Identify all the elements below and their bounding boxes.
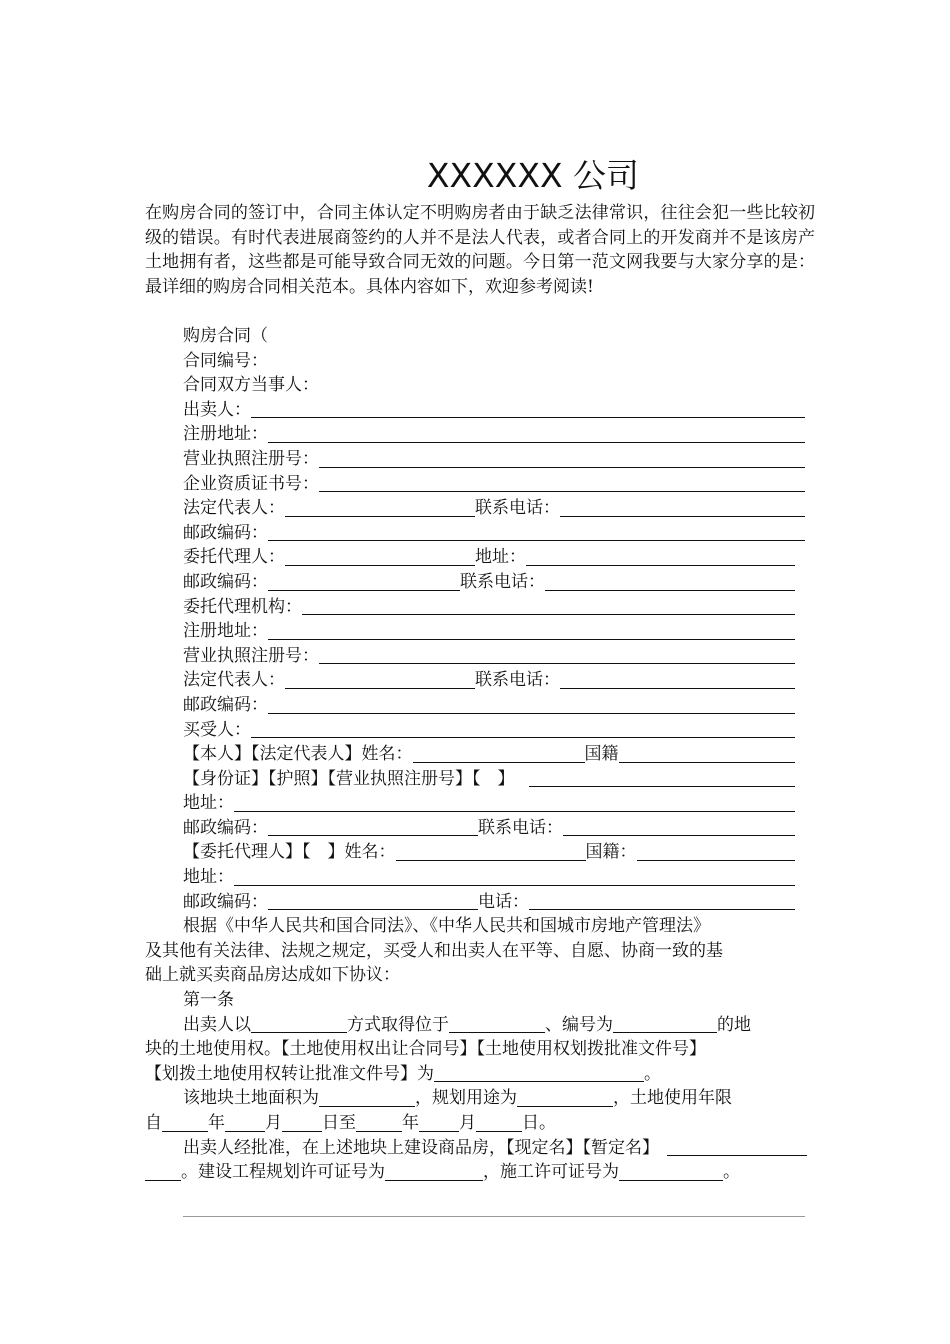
transfer-doc-blank[interactable] [434,1063,644,1082]
article-1-line-5 [145,1111,815,1136]
buyer-address-label: 地址： [183,793,234,814]
id-type-blank[interactable] [529,768,796,787]
article-1-line-7 [145,1160,815,1185]
buyer-agent-tel-blank[interactable] [529,891,795,910]
phone-label: 联系电话： [475,498,560,519]
buyer-agent-tel-label: 电话： [478,891,529,912]
end-day-blank[interactable] [476,1113,522,1132]
buyer-agent-label: 【委托代理人】【 】姓名： [183,842,396,863]
buyer-line [145,718,795,743]
buyer-name-label: 【本人】【法定代表人】姓名： [183,744,413,765]
end-month-label: 月 [459,1113,476,1133]
buyer-agent-address-line [145,865,795,890]
buyer-postcode-label: 邮政编码： [183,817,268,838]
parties-label: 合同双方当事人： [183,375,319,396]
land-label: 的地 [717,1014,751,1035]
postcode-blank[interactable] [268,522,805,541]
agent-org-line [145,595,795,620]
article-1-line-3 [145,1062,815,1087]
qualification-line [145,472,805,497]
construction-permit-blank[interactable] [619,1162,723,1181]
end-year-label: 年 [402,1113,419,1133]
article-1-line-2 [145,1037,815,1062]
contract-no-line [145,349,815,374]
buyer-phone-blank[interactable] [563,817,795,836]
buyer-agent-line [145,840,795,865]
buyer-nationality-label: 国籍 [584,744,619,765]
agent-blank[interactable] [285,547,475,566]
intro-paragraph: 在购房合同的签订中，合同主体认定不明购房者由于缺乏法律常识，往往会犯一些比较初级的错误。有时代表进展商签约的人并不是法人代表，或者合同上的开发商并不是该房产土地拥有者，这些都是可能导致合同无效的问题。今日第一范文网我要与大家分享的是：最详细的购房合同相关范本。具体内容如下，欢迎参考阅读! [145,203,815,297]
buyer-agent-postcode-label: 邮政编码： [183,891,268,912]
article-1-line-6 [145,1136,807,1161]
org-license-line [145,644,795,669]
building-name-blank-cont[interactable] [145,1162,181,1181]
org-postcode-line [145,693,795,718]
agent-address-blank[interactable] [526,547,795,566]
seller-line [145,398,805,423]
buyer-agent-postcode-line [145,890,795,915]
article-1-line-1 [145,1013,815,1038]
basis-text-1: 根据《中华人民共和国合同法》、《中华人民共和国城市房地产管理法》 [183,916,710,937]
legal-rep-line [145,496,805,521]
buyer-blank[interactable] [251,719,795,738]
org-reg-address-label: 注册地址： [183,621,268,642]
buyer-name-line [145,742,795,767]
agent-label: 委托代理人： [183,547,285,568]
buyer-nationality-blank[interactable] [619,744,796,763]
end-month-blank[interactable] [419,1113,459,1132]
planning-permit-blank[interactable] [385,1162,483,1181]
buyer-agent-nationality-label: 国籍： [585,842,637,863]
area-blank[interactable] [319,1088,415,1107]
license-label: 营业执照注册号： [183,448,319,469]
contract-body [145,324,815,1185]
org-phone-blank[interactable] [560,670,795,689]
reg-address-label: 注册地址： [183,424,268,445]
buyer-agent-address-blank[interactable] [234,867,795,886]
period-mark: 。 [644,1063,661,1084]
org-phone-label: 联系电话： [475,670,560,691]
seller-label: 出卖人： [183,399,251,420]
buyer-phone-label: 联系电话： [478,817,563,838]
agent-postcode-blank[interactable] [268,572,460,591]
approval-text: 出卖人经批准，在上述地块上建设商品房，【现定名】【暂定名】 [183,1137,659,1158]
basis-text-3: 础上就买卖商品房达成如下协议： [145,965,400,986]
buyer-postcode-line [145,816,795,841]
license-blank[interactable] [319,449,805,468]
legal-rep-label: 法定代表人： [183,498,285,519]
buyer-postcode-blank[interactable] [268,817,478,836]
from-label: 自 [145,1113,162,1133]
reg-address-blank[interactable] [268,424,805,443]
article-1-heading: 第一条 [183,990,234,1011]
day-end-label: 日。 [522,1113,556,1133]
article-1-heading-line [145,988,815,1013]
agent-phone-blank[interactable] [545,572,795,591]
agent-line [145,545,795,570]
org-license-blank[interactable] [319,645,795,664]
org-reg-address-blank[interactable] [268,621,795,640]
org-postcode-label: 邮政编码： [183,694,268,715]
article-1-line-4 [145,1086,815,1111]
acquire-method-blank[interactable] [251,1014,347,1033]
building-name-blank[interactable] [667,1137,807,1156]
location-label: 方式取得位于 [347,1014,449,1035]
postcode-label: 邮政编码： [183,522,268,543]
agent-postcode-line [145,570,795,595]
term-label: ，土地使用年限 [613,1088,732,1109]
org-reg-address-line [145,619,795,644]
basis-text-2: 及其他有关法律、法规之规定，买受人和出卖人在平等、自愿、协商一致的基 [145,940,723,961]
area-label: 该地块土地面积为 [183,1088,319,1109]
transfer-doc-label: 【划拨土地使用权转让批准文件号】为 [145,1063,434,1084]
buyer-agent-postcode-blank[interactable] [268,891,478,910]
org-postcode-blank[interactable] [268,695,795,714]
day-to-label: 日至 [322,1113,356,1133]
org-legal-rep-blank[interactable] [285,670,475,689]
buyer-address-line [145,791,795,816]
land-right-text: 块的土地使用权。【土地使用权出让合同号】【土地使用权划拨批准文件号】 [145,1039,706,1060]
postcode-line [145,521,805,546]
start-day-blank[interactable] [282,1113,322,1132]
contract-title: 购房合同（ [183,326,268,346]
id-type-line [145,767,795,792]
end-year-blank[interactable] [356,1113,402,1132]
id-type-label: 【身份证】【护照】【营业执照注册号】【 】 [183,768,515,789]
start-month-blank[interactable] [225,1113,265,1132]
org-legal-rep-line [145,668,795,693]
legal-rep-blank[interactable] [285,498,475,517]
reg-address-line [145,422,805,447]
usage-blank[interactable] [517,1088,613,1107]
agent-postcode-label: 邮政编码： [183,571,268,592]
qualification-label: 企业资质证书号： [183,473,319,494]
contract-no-label: 合同编号： [183,350,268,371]
license-line [145,447,805,472]
buyer-label: 买受人： [183,719,251,740]
buyer-name-blank[interactable] [413,744,585,763]
agent-address-label: 地址： [475,547,526,568]
buyer-agent-nationality-blank[interactable] [637,842,796,861]
construction-permit-label: ，施工许可证号为 [483,1162,619,1183]
org-legal-rep-label: 法定代表人： [183,670,285,691]
number-label: 、编号为 [545,1014,613,1035]
basis-line-1 [145,914,815,939]
month-label: 月 [265,1113,282,1133]
buyer-agent-address-label: 地址： [183,867,234,888]
page-divider [183,1216,805,1217]
number-blank[interactable] [613,1014,717,1033]
phone-blank[interactable] [560,498,805,517]
buyer-address-blank[interactable] [234,793,795,812]
planning-permit-label: 。建设工程规划许可证号为 [181,1162,385,1183]
year-label: 年 [208,1113,225,1133]
basis-line-2 [145,939,815,964]
acquire-label: 出卖人以 [183,1014,251,1035]
agent-org-blank[interactable] [302,596,795,615]
seller-blank[interactable] [251,399,805,418]
basis-line-3 [145,963,815,988]
buyer-agent-name-blank[interactable] [396,842,586,861]
qualification-blank[interactable] [319,473,805,492]
location-blank[interactable] [449,1014,545,1033]
start-year-blank[interactable] [162,1113,208,1132]
company-title: XXXXXX 公司 [426,156,640,195]
usage-label: ，规划用途为 [415,1088,517,1109]
contract-title-line [145,324,815,349]
parties-line [145,373,815,398]
agent-org-label: 委托代理机构： [183,596,302,617]
org-license-label: 营业执照注册号： [183,645,319,666]
agent-phone-label: 联系电话： [460,571,545,592]
end-period-mark: 。 [723,1162,740,1183]
